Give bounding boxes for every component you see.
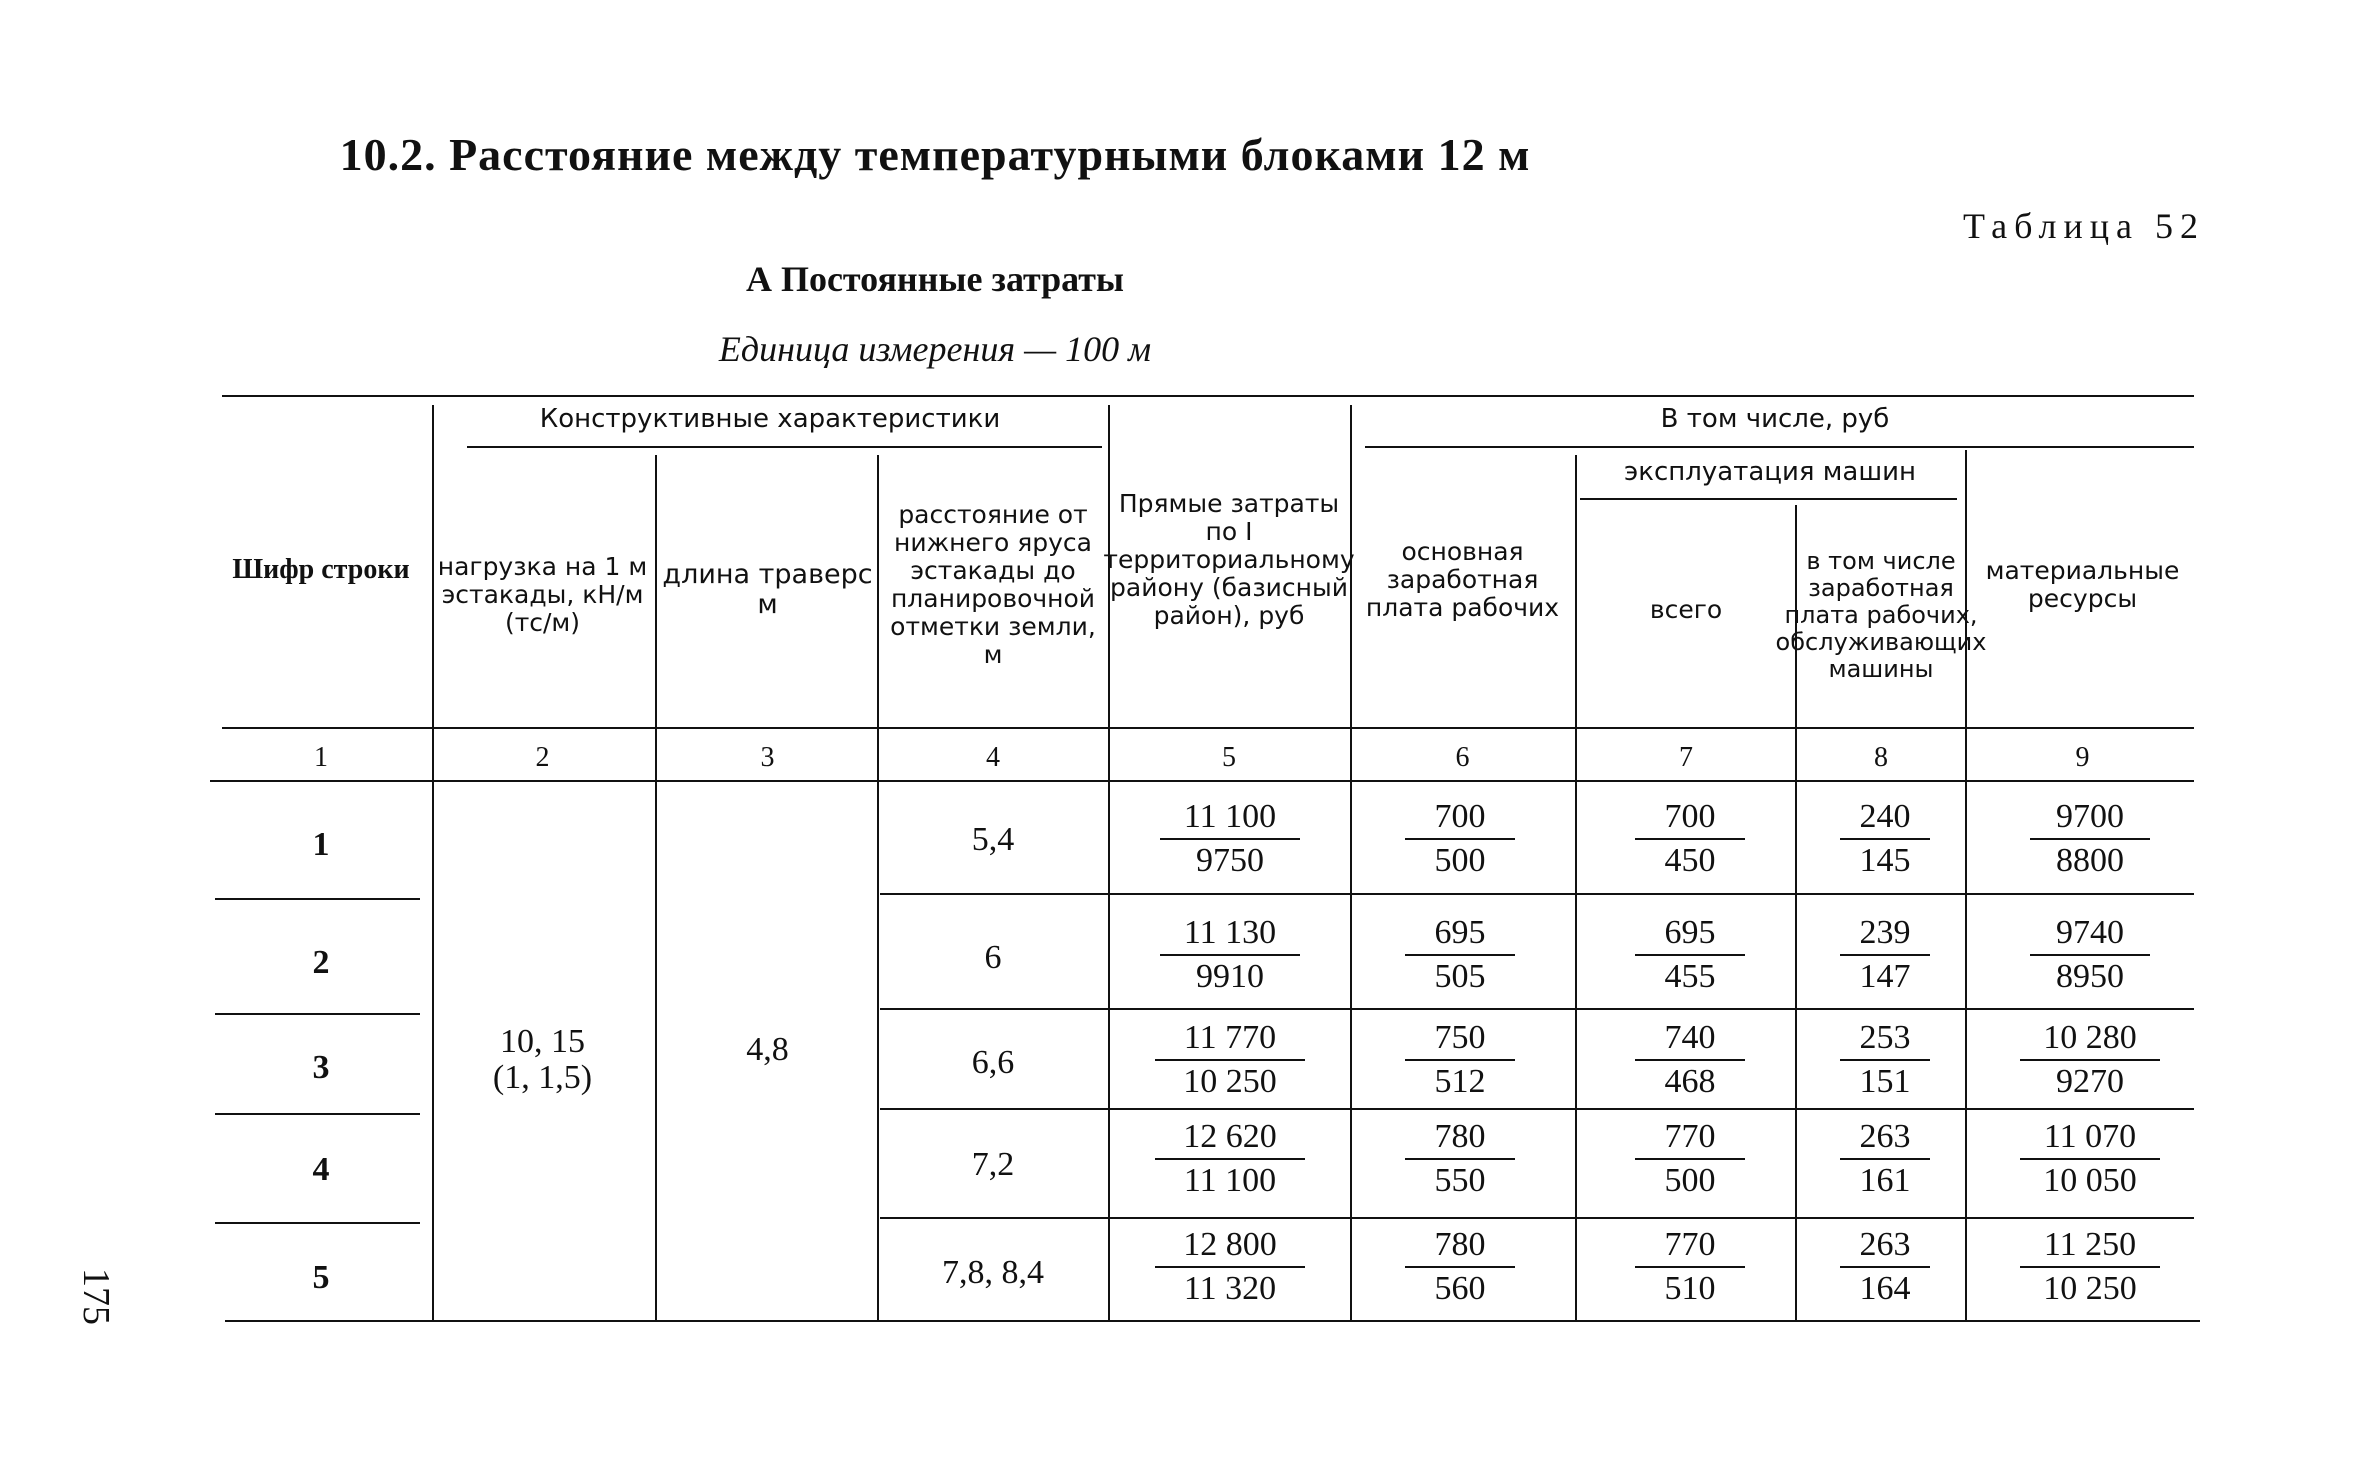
- column-number: 8: [1874, 742, 1888, 773]
- denominator: 11 100: [1155, 1158, 1305, 1202]
- denominator: 500: [1405, 838, 1515, 882]
- denominator: 9750: [1160, 838, 1300, 882]
- table-subtitle: А Постоянные затраты: [745, 259, 1125, 299]
- numerator: 12 620: [1183, 1118, 1277, 1155]
- direct-cost-fraction: [1155, 1116, 1305, 1202]
- machines-total-fraction: [1635, 912, 1745, 998]
- numerator: 12 800: [1183, 1226, 1277, 1263]
- machines-total-fraction: [1635, 1017, 1745, 1103]
- denominator: 505: [1405, 954, 1515, 998]
- machines-wage-fraction: [1840, 1116, 1930, 1202]
- traverse-length-value: 4,8: [746, 1031, 789, 1068]
- numerator: 770: [1664, 1118, 1716, 1155]
- numerator: 695: [1664, 914, 1716, 951]
- denominator: 8950: [2030, 954, 2150, 998]
- denominator: 455: [1635, 954, 1745, 998]
- numerator: 700: [1434, 798, 1486, 835]
- group-constructive-header: Конструктивные характеристики: [539, 404, 1001, 435]
- denominator: 9910: [1160, 954, 1300, 998]
- header-direct-costs: Прямые затраты по I территориальному району (базисный район), руб: [1103, 489, 1355, 630]
- denominator: 151: [1840, 1059, 1930, 1103]
- column-number: 7: [1679, 742, 1693, 773]
- denominator: 510: [1635, 1266, 1745, 1310]
- denominator: 11 320: [1155, 1266, 1305, 1310]
- denominator: 10 250: [2020, 1266, 2160, 1310]
- numerator: 240: [1859, 798, 1911, 835]
- numerator: 253: [1859, 1019, 1911, 1056]
- numerator: 263: [1859, 1118, 1911, 1155]
- machines-total-fraction: [1635, 796, 1745, 882]
- denominator: 450: [1635, 838, 1745, 882]
- column-number: 5: [1222, 742, 1236, 773]
- distance-value: 6,6: [971, 1044, 1015, 1081]
- machines-wage-fraction: [1840, 1224, 1930, 1310]
- materials-fraction: [2020, 1224, 2160, 1310]
- numerator: 11 250: [2043, 1226, 2137, 1263]
- row-code: 2: [312, 944, 330, 981]
- numerator: 11 130: [1183, 914, 1277, 951]
- denominator: 9270: [2020, 1059, 2160, 1103]
- denominator: 10 050: [2020, 1158, 2160, 1202]
- row-code: 5: [312, 1259, 330, 1296]
- numerator: 263: [1859, 1226, 1911, 1263]
- numerator: 695: [1434, 914, 1486, 951]
- numerator: 740: [1664, 1019, 1716, 1056]
- direct-cost-fraction: [1155, 1224, 1305, 1310]
- base-wage-fraction: [1405, 1224, 1515, 1310]
- denominator: 10 250: [1155, 1059, 1305, 1103]
- group-machines-header: эксплуатация машин: [1623, 457, 1917, 488]
- distance-value: 7,8, 8,4: [942, 1254, 1044, 1291]
- page-number: 175: [75, 1268, 117, 1325]
- direct-cost-fraction: [1155, 1017, 1305, 1103]
- base-wage-fraction: [1405, 1017, 1515, 1103]
- denominator: 164: [1840, 1266, 1930, 1310]
- machines-total-fraction: [1635, 1224, 1745, 1310]
- numerator: 10 280: [2043, 1019, 2137, 1056]
- base-wage-fraction: [1405, 912, 1515, 998]
- machines-total-fraction: [1635, 1116, 1745, 1202]
- group-including-header: В том числе, руб: [1660, 404, 1890, 435]
- column-number: 2: [535, 742, 550, 773]
- numerator: 700: [1664, 798, 1716, 835]
- denominator: 145: [1840, 838, 1930, 882]
- denominator: 560: [1405, 1266, 1515, 1310]
- numerator: 11 100: [1183, 798, 1277, 835]
- numerator: 9740: [2056, 914, 2124, 951]
- column-number: 4: [986, 742, 1000, 773]
- denominator: 468: [1635, 1059, 1745, 1103]
- denominator: 8800: [2030, 838, 2150, 882]
- header-materials: материальные ресурсы: [1985, 556, 2180, 613]
- column-number: 9: [2075, 742, 2090, 773]
- numerator: 770: [1664, 1226, 1716, 1263]
- materials-fraction: [2020, 1017, 2160, 1103]
- machines-wage-fraction: [1840, 796, 1930, 882]
- denominator: 161: [1840, 1158, 1930, 1202]
- denominator: 147: [1840, 954, 1930, 998]
- direct-cost-fraction: [1160, 796, 1300, 882]
- materials-fraction: [2020, 1116, 2160, 1202]
- header-machines-wage: в том числе заработная плата рабочих, обслуживающих машины: [1775, 547, 1987, 683]
- materials-fraction: [2030, 912, 2150, 998]
- materials-fraction: [2030, 796, 2150, 882]
- table-label: Таблица 52: [1963, 206, 2205, 246]
- row-code: 3: [312, 1049, 330, 1086]
- header-row-code: Шифр строки: [232, 554, 410, 586]
- unit-of-measure: Единица измерения — 100 м: [718, 329, 1152, 369]
- machines-wage-fraction: [1840, 912, 1930, 998]
- numerator: 750: [1434, 1019, 1486, 1056]
- distance-value: 7,2: [971, 1146, 1015, 1183]
- machines-wage-fraction: [1840, 1017, 1930, 1103]
- header-base-wage: основная заработная плата рабочих: [1365, 537, 1560, 622]
- denominator: 550: [1405, 1158, 1515, 1202]
- direct-cost-fraction: [1160, 912, 1300, 998]
- numerator: 780: [1434, 1118, 1486, 1155]
- header-distance: расстояние от нижнего яруса эстакады до планировочной отметки земли, м: [890, 500, 1096, 669]
- base-wage-fraction: [1405, 1116, 1515, 1202]
- numerator: 9700: [2056, 798, 2124, 835]
- column-number: 1: [314, 742, 328, 773]
- header-machines-total: всего: [1649, 595, 1723, 624]
- denominator: 512: [1405, 1059, 1515, 1103]
- numerator: 11 070: [2043, 1118, 2137, 1155]
- header-load: нагрузка на 1 м эстакады, кН/м (тс/м): [437, 552, 648, 637]
- row-code: 4: [312, 1151, 330, 1188]
- numerator: 239: [1859, 914, 1911, 951]
- distance-value: 5,4: [971, 821, 1015, 858]
- distance-value: 6: [984, 939, 1002, 976]
- numerator: 780: [1434, 1226, 1486, 1263]
- column-number: 3: [760, 742, 775, 773]
- base-wage-fraction: [1405, 796, 1515, 882]
- header-traverse-length: длина траверс м: [662, 558, 873, 620]
- section-title: 10.2. Расстояние между температурными блоками 12 м: [339, 129, 1531, 180]
- numerator: 11 770: [1183, 1019, 1277, 1056]
- row-code: 1: [312, 826, 330, 863]
- column-number: 6: [1455, 742, 1470, 773]
- denominator: 500: [1635, 1158, 1745, 1202]
- load-value: 10, 15 (1, 1,5): [492, 1023, 593, 1096]
